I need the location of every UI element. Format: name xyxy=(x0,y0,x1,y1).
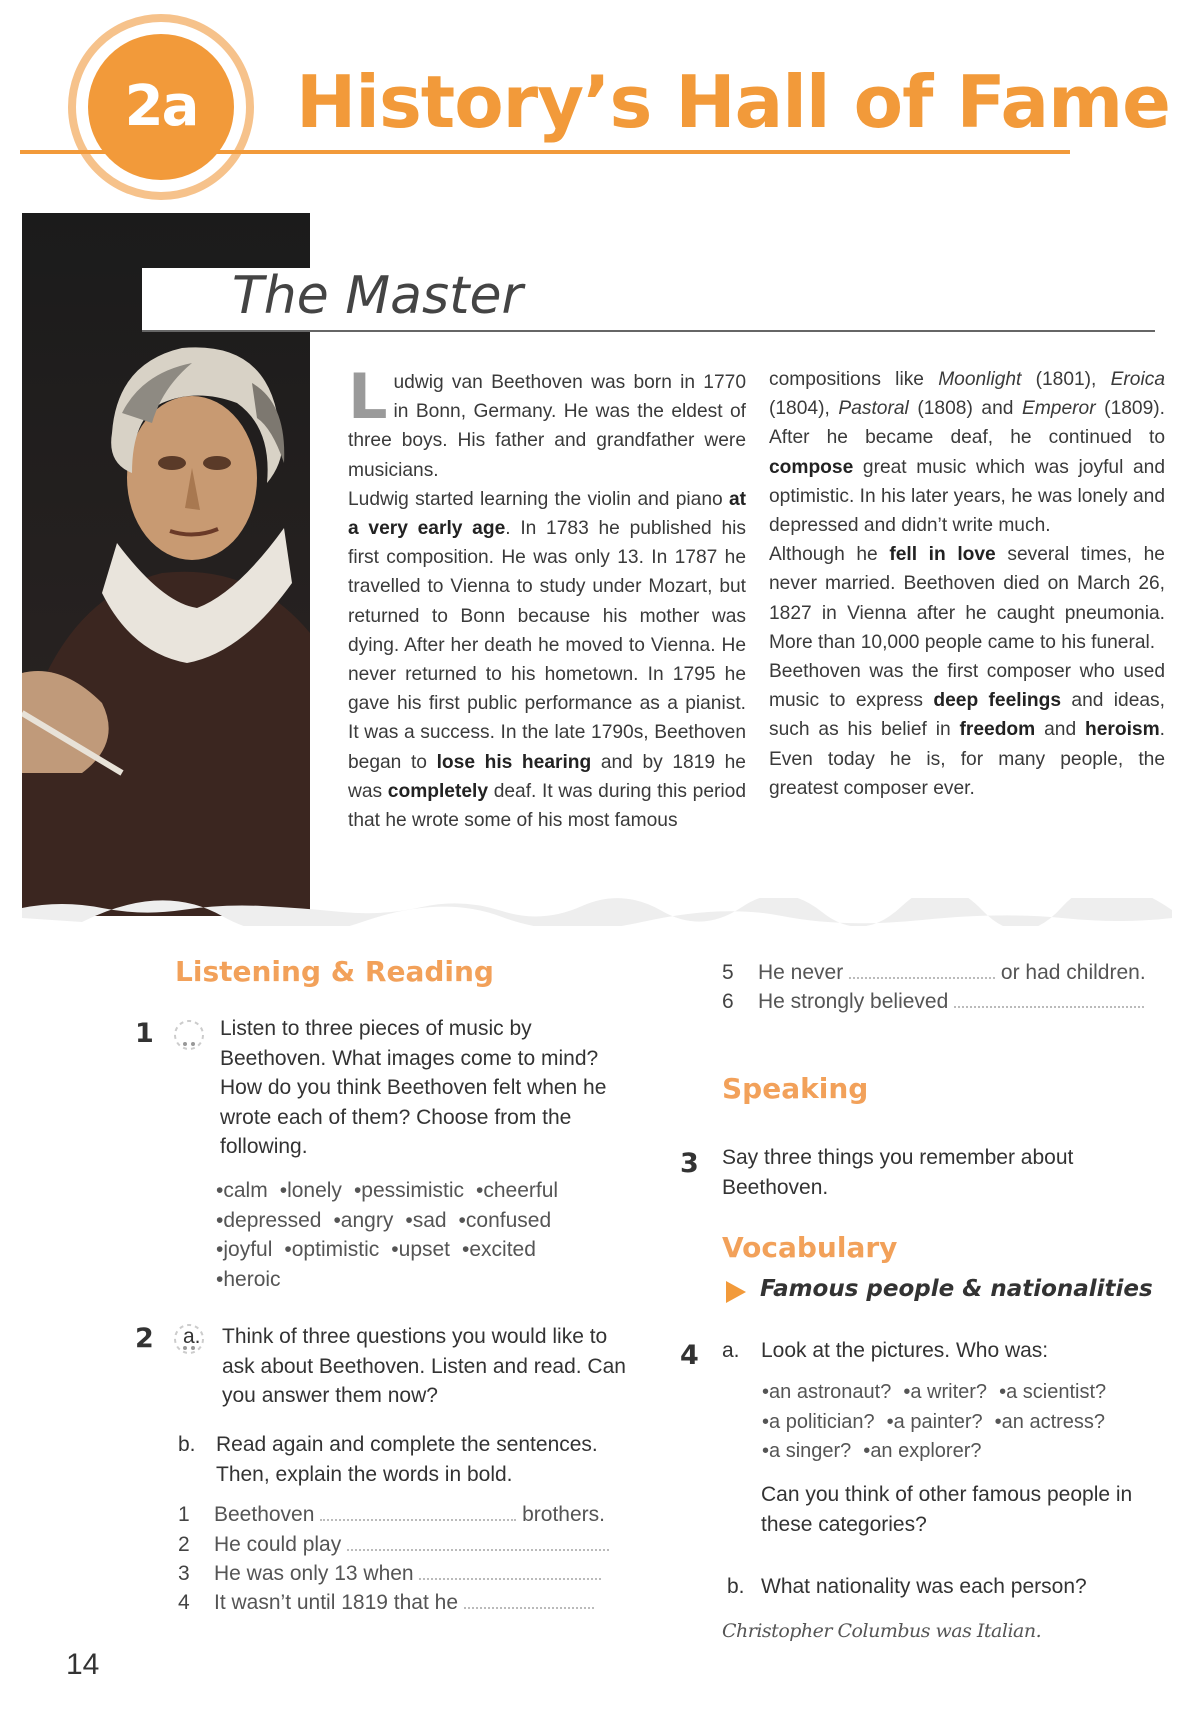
section-heading-listening: Listening & Reading xyxy=(175,955,494,988)
answer-blank[interactable] xyxy=(849,961,995,979)
page-title: History’s Hall of Fame xyxy=(296,60,1170,144)
article-paragraph: Beethoven was the first composer who used music to express deep feelings and ideas, such as his belief in freedom and heroism. Even today he is, for many people, the greatest composer ever. xyxy=(769,661,1165,799)
article-column-1 xyxy=(348,360,747,835)
sentence-item: 5 He never or had children. xyxy=(722,961,1146,984)
exercise-4b-label: b. xyxy=(727,1575,745,1598)
article-paragraph: Although he fell in love several times, he never married. Beethoven died on March 26, 1827 in Vienna after he caught pneumonia. More than 10,000 people came to his funeral. xyxy=(769,544,1165,653)
adjective: • cheerful xyxy=(476,1179,558,1202)
adjective: • calm xyxy=(216,1179,268,1202)
adjective: • pessimistic xyxy=(354,1179,464,1202)
adjective: • confused xyxy=(459,1209,552,1232)
header-rule xyxy=(20,150,1070,154)
adjective: • upset xyxy=(391,1238,450,1261)
exercise-1-instructions: Listen to three pieces of music by Beethoven. What images come to mind? How do you think Beethoven felt when he wrote each of them? Choose from the following. xyxy=(220,1017,607,1158)
profession-option: • a writer? xyxy=(903,1381,987,1403)
adjective: • excited xyxy=(462,1238,536,1261)
page-number: 14 xyxy=(66,1648,100,1681)
answer-blank[interactable] xyxy=(464,1591,594,1609)
profession-option: • an explorer? xyxy=(863,1440,981,1462)
article-column-2 xyxy=(769,365,1165,803)
vocabulary-subheading: Famous people & nationalities xyxy=(760,1276,1153,1302)
profession-option: • an actress? xyxy=(995,1411,1105,1433)
profession-option: • a scientist? xyxy=(999,1381,1106,1403)
answer-blank[interactable] xyxy=(347,1533,609,1551)
exercise-4a-followup: Can you think of other famous people in these categories? xyxy=(761,1483,1133,1536)
profession-list xyxy=(762,1378,1182,1467)
profession-option: • a painter? xyxy=(887,1411,983,1433)
adjective: • joyful xyxy=(216,1238,272,1261)
exercise-4b-instructions: What nationality was each person? xyxy=(761,1575,1087,1598)
answer-blank[interactable] xyxy=(320,1503,516,1521)
example-answer: Christopher Columbus was Italian. xyxy=(722,1620,1042,1642)
section-heading-speaking: Speaking xyxy=(722,1072,869,1105)
article-paragraph: Ludwig started learning the violin and piano at a very early age. In 1783 he published his first composition. He was only 13. In 1787 he travelled to Vienna to study under Mozart, but returned to Bonn because his mother was dying. After her death he moved to Vienna. He never returned to his hometown. In 1795 he gave his first public performance as a pianist. It was a success. In the late 1790s, Beethoven began to lose his hearing and by 1819 he was completely deaf. It was during this period that he wrote some of his most famous xyxy=(348,488,747,832)
exercise-4a-label: a. xyxy=(722,1339,740,1362)
adjective: • depressed xyxy=(216,1209,321,1232)
profession-option: • an astronaut? xyxy=(762,1381,891,1403)
article-paragraph: udwig van Beethoven was born in 1770 in Bonn, Germany. He was the eldest of three boys. His father and grandfather were musicians. xyxy=(348,372,746,481)
exercise-2a-label: a. xyxy=(183,1325,201,1348)
answer-blank[interactable] xyxy=(419,1562,601,1580)
exercise-number: 4 xyxy=(680,1340,699,1371)
answer-blank[interactable] xyxy=(954,990,1144,1008)
profession-option: • a politician? xyxy=(762,1411,875,1433)
exercise-number: 2 xyxy=(135,1323,154,1354)
sentence-item: 4 It wasn’t until 1819 that he xyxy=(178,1588,594,1618)
exercise-2b-instructions: Read again and complete the sentences. Then, explain the words in bold. xyxy=(216,1433,598,1486)
adjective: • optimistic xyxy=(284,1238,379,1261)
adjective: • sad xyxy=(405,1209,446,1232)
adjective: • angry xyxy=(333,1209,393,1232)
sentence-item: 1 Beethoven brothers. xyxy=(178,1503,605,1526)
sentence-item: 6 He strongly believed xyxy=(722,987,1144,1017)
exercise-number: 1 xyxy=(135,1018,154,1049)
sentence-item: 3 He was only 13 when xyxy=(178,1559,601,1589)
adjective: • heroic xyxy=(216,1268,281,1291)
section-heading-vocabulary: Vocabulary xyxy=(722,1231,898,1264)
profession-option: • a singer? xyxy=(762,1440,851,1462)
exercise-4a-instructions: Look at the pictures. Who was: xyxy=(761,1339,1049,1362)
adjective-list xyxy=(216,1176,636,1294)
audio-cd-icon[interactable] xyxy=(172,1018,206,1052)
exercise-number: 3 xyxy=(680,1148,699,1179)
article-paragraph: compositions like Moonlight (1801), Eroica (1804), Pastoral (1808) and Emperor (1809). After he became deaf, he continued to compose great music which was joyful and optimistic. In his later years, he was lonely and depressed and didn’t write much. xyxy=(769,369,1165,537)
exercise-2b-label: b. xyxy=(178,1433,196,1456)
article-title: The Master xyxy=(232,266,523,326)
torn-paper-edge xyxy=(22,898,1172,926)
exercise-3-instructions: Say three things you remember about Beethoven. xyxy=(722,1146,1074,1199)
play-arrow-icon xyxy=(726,1281,746,1303)
unit-number: 2a xyxy=(124,74,198,139)
article-title-rule xyxy=(142,330,1155,332)
drop-cap: L xyxy=(348,360,388,433)
sentence-item: 2 He could play xyxy=(178,1530,609,1560)
adjective: • lonely xyxy=(280,1179,342,1202)
exercise-2a-instructions: Think of three questions you would like to ask about Beethoven. Listen and read. Can you answer them now? xyxy=(222,1325,626,1407)
